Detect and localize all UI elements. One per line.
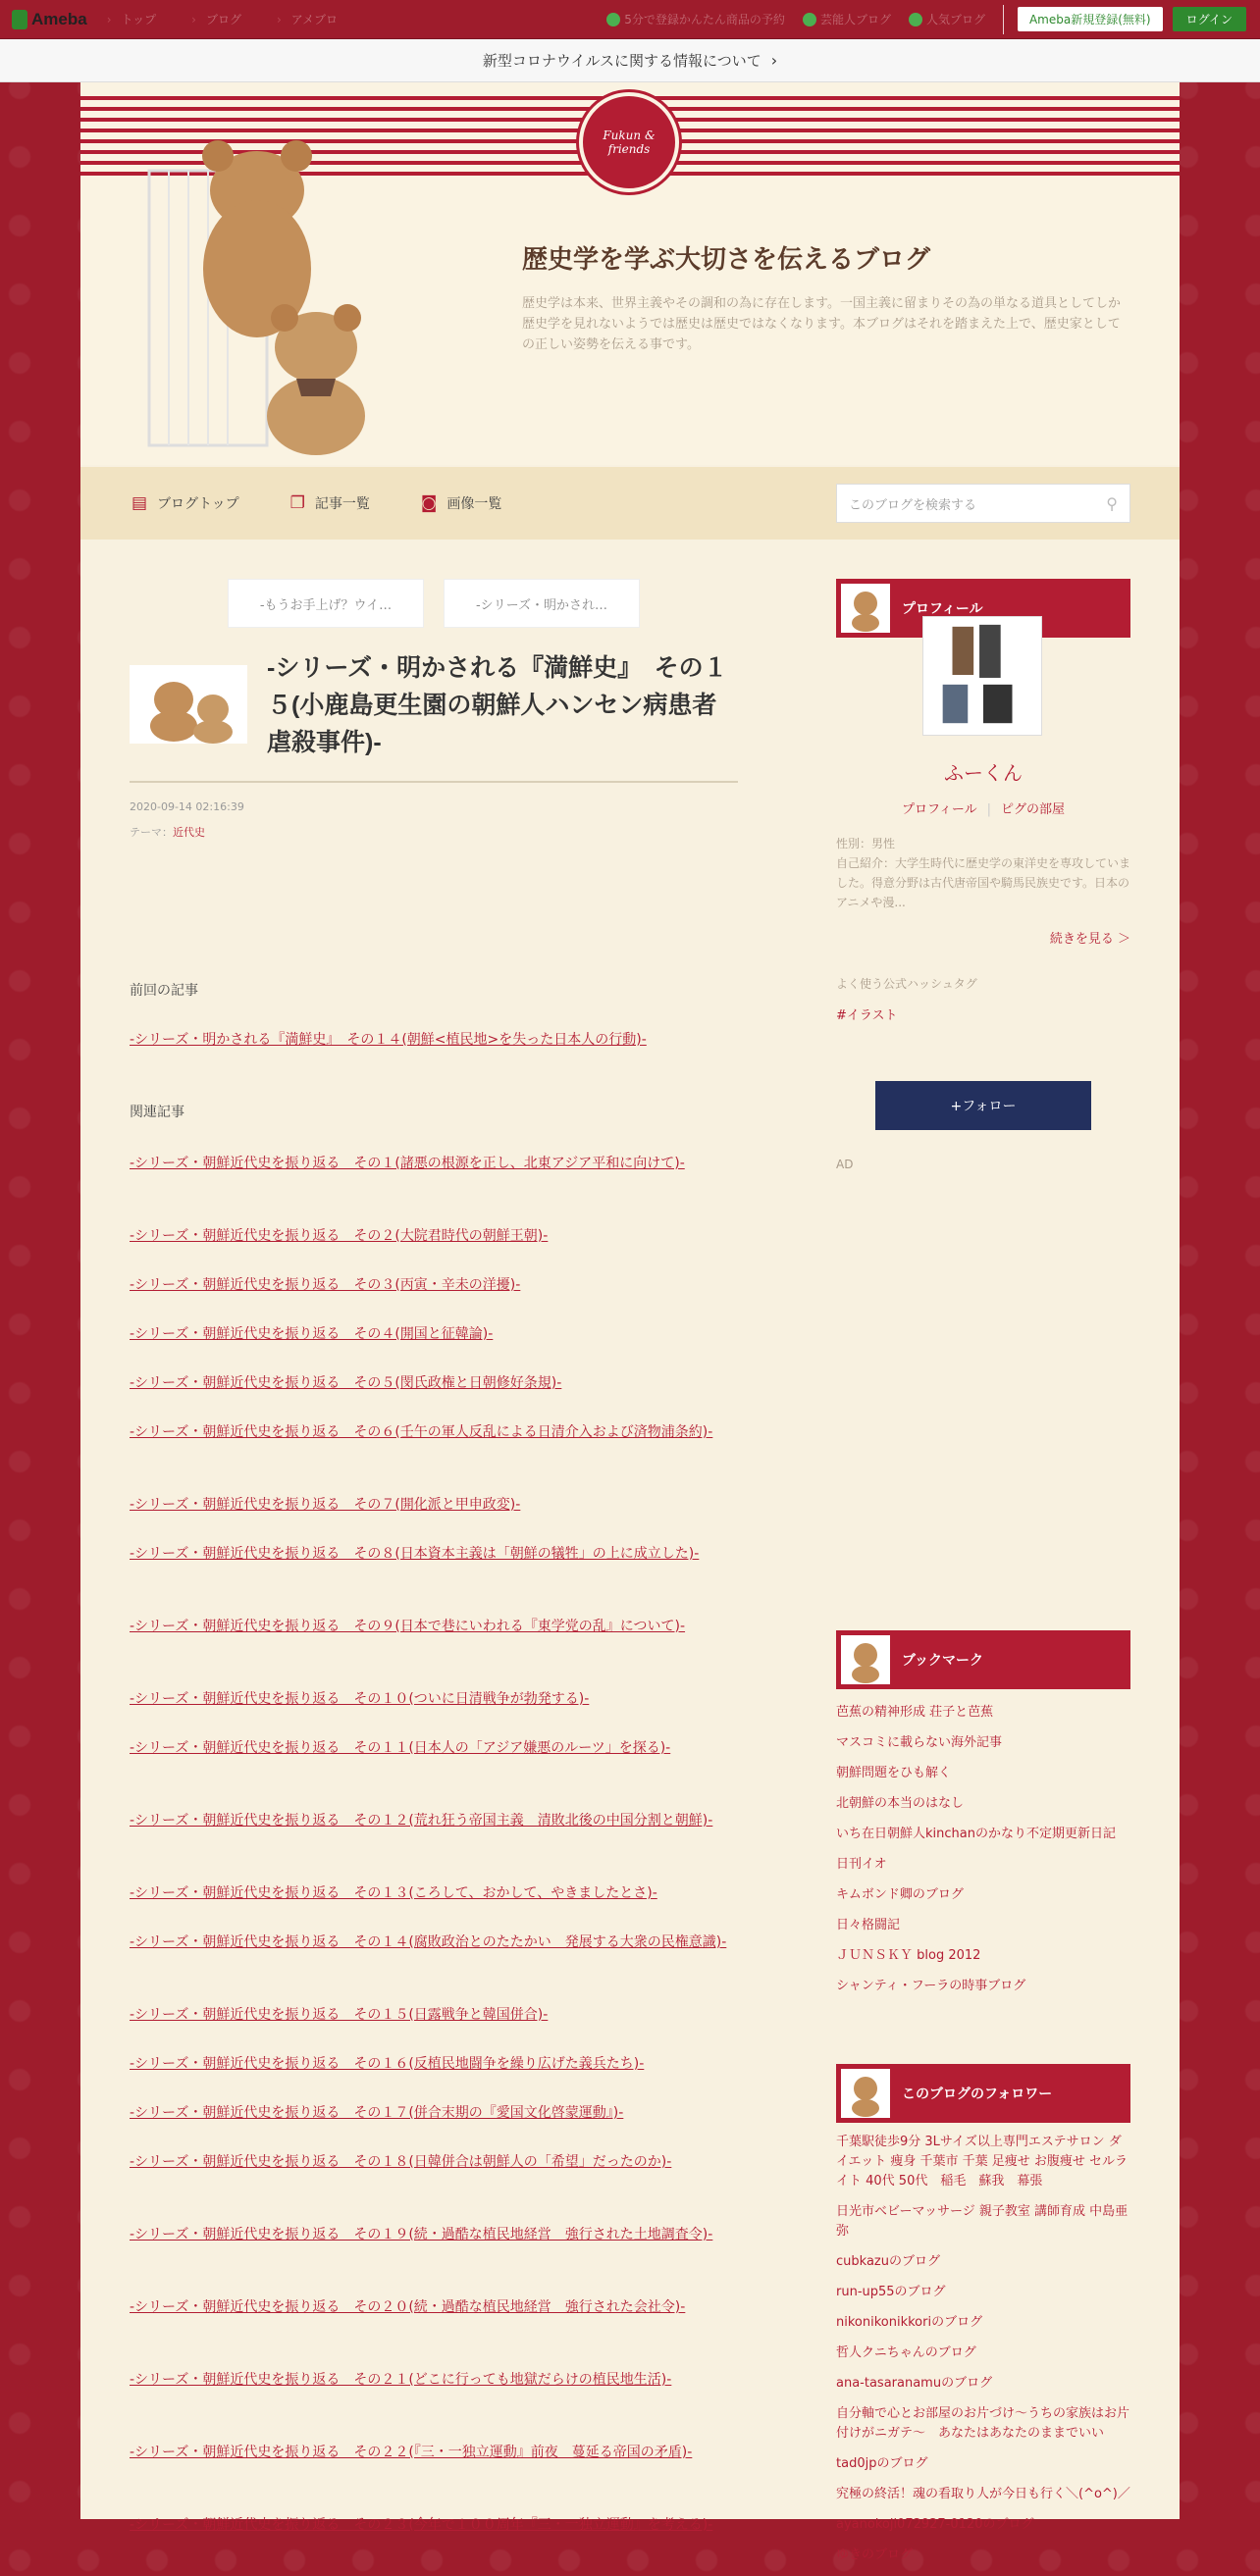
follower-link[interactable]: 究極の終活！魂の看取り人が今日も行く＼(^o^)／ — [836, 2487, 1130, 2501]
blog-search-input[interactable] — [836, 484, 1130, 523]
global-nav — [107, 11, 373, 27]
bookmark-link[interactable]: いち在日朝鮮人kinchanのかなり不定期更新日記 — [836, 1827, 1116, 1841]
bookmark-link[interactable]: シャンティ・フーラの時事ブログ — [836, 1979, 1026, 1993]
related-item — [130, 1152, 738, 1175]
teddy-bears-image — [139, 112, 414, 457]
profile-photo[interactable] — [922, 616, 1042, 736]
divider — [1003, 5, 1004, 34]
related-item — [130, 2368, 738, 2392]
hashtag-link[interactable]: #イラスト — [836, 1008, 898, 1023]
ameba-logo-icon — [12, 10, 27, 29]
related-item — [130, 1881, 738, 1905]
plus-icon — [606, 13, 620, 26]
related-item — [130, 1687, 738, 1711]
prev-article-link[interactable]: -シリーズ・明かされる『満鮮史』 その１４(朝鮮<植民地>を失った日本人の行動)- — [130, 1032, 647, 1048]
follower-link[interactable]: nikonikonikkoriのブログ — [836, 2315, 983, 2330]
follower-link[interactable]: run-up55のブログ — [836, 2285, 946, 2299]
related-article-link[interactable]: -シリーズ・朝鮮近代史を振り返る その２１(どこに行っても地獄だらけの植民地生活)- — [130, 2372, 672, 2388]
article-thumbnail — [130, 665, 247, 744]
related-article-link[interactable]: -シリーズ・朝鮮近代史を振り返る その６(壬午の軍人反乱による日清介入および済物浦条約)- — [130, 1424, 713, 1440]
next-article-button[interactable] — [444, 579, 640, 628]
menu-blog-top[interactable] — [131, 493, 239, 513]
bookmark-header-label: ブックマーク — [902, 1653, 984, 1669]
register-button[interactable]: Ameba新規登録(無料) — [1018, 7, 1163, 31]
follow-button[interactable]: +フォロー — [875, 1081, 1091, 1130]
ad-label: AD — [836, 1158, 854, 1171]
crown-icon — [803, 13, 816, 26]
theme-label: テーマ： — [130, 826, 173, 839]
menu-blog-top-label: ブログトップ — [157, 496, 239, 512]
covid-notice-text: 新型コロナウイルスに関する情報について — [482, 52, 761, 70]
bookmark-link[interactable]: マスコミに載らない海外記事 — [836, 1735, 1003, 1750]
related-article-link[interactable]: -シリーズ・朝鮮近代史を振り返る その１０(ついに日清戦争が勃発する)- — [130, 1691, 590, 1707]
profile-intro — [836, 834, 1130, 912]
next-article-label: -シリーズ・明かされ… — [475, 597, 608, 613]
avatar — [841, 584, 890, 633]
followers-header — [836, 2064, 1130, 2123]
promo-link-label: 5分で登録かんたん商品の予約 — [624, 13, 785, 26]
related-item — [130, 2101, 738, 2125]
hashtag-heading: よく使う公式ハッシュタグ — [836, 977, 977, 991]
profile-links — [836, 799, 1130, 817]
related-item — [130, 2223, 738, 2246]
nav-ameblo[interactable]: › アメブロ — [277, 11, 338, 27]
article-title: -シリーズ・明かされる『満鮮史』 その１５(小鹿島更生園の朝鮮人ハンセン病患者虐殺事件)- — [267, 654, 728, 756]
related-article-link[interactable]: -シリーズ・朝鮮近代史を振り返る その１３(ころして、おかして、やきましたとさ)- — [130, 1885, 657, 1901]
avatar — [841, 1635, 890, 1684]
related-item — [130, 1809, 738, 1832]
login-button[interactable]: ログイン — [1173, 7, 1246, 31]
related-article-link[interactable]: -シリーズ・朝鮮近代史を振り返る その１６(反植民地闘争を繰り広げた義兵たち)- — [130, 2056, 645, 2072]
related-article-link[interactable]: -シリーズ・朝鮮近代史を振り返る その１７(併合末期の『愛国文化啓蒙運動』)- — [130, 2105, 624, 2121]
title-divider — [130, 781, 738, 783]
header-emblem — [579, 92, 679, 192]
follower-link[interactable]: 哲人クニちゃんのブログ — [836, 2345, 976, 2360]
related-article-link[interactable]: -シリーズ・朝鮮近代史を振り返る その１８(日韓併合は朝鮮人の「希望」だったのか)- — [130, 2154, 672, 2170]
article-pager — [228, 579, 659, 628]
ameba-logo[interactable] — [12, 10, 87, 29]
related-article-link[interactable]: -シリーズ・朝鮮近代史を振り返る その５(閔氏政権と日朝修好条規)- — [130, 1375, 562, 1391]
bookmark-link[interactable]: キムボンド卿のブログ — [836, 1887, 964, 1902]
nav-blog[interactable]: › ブログ — [191, 11, 241, 27]
follower-link[interactable]: ayanokoji072927-0120のブログ — [836, 2517, 1034, 2532]
profile-name[interactable]: ふーくん — [944, 761, 1023, 785]
menu-article-list-label: 記事一覧 — [314, 496, 370, 512]
related-item — [130, 1371, 738, 1395]
related-item — [130, 2052, 738, 2076]
document-icon: ▤ — [131, 493, 148, 513]
related-item — [130, 1931, 738, 1954]
related-article-link[interactable]: -シリーズ・朝鮮近代史を振り返る その４(開国と征韓論)- — [130, 1326, 494, 1342]
related-article-link[interactable]: -シリーズ・朝鮮近代史を振り返る その２２(『三・一独立運動』前夜 蔓延る帝国の矛盾)- — [130, 2445, 693, 2460]
celebrity-blog-label: 芸能人ブログ — [819, 13, 891, 26]
followers-header-label: このブログのフォロワー — [902, 2087, 1053, 2102]
follower-link[interactable]: 日光市ベビーマッサージ 親子教室 講師育成 中島亜弥 — [836, 2204, 1129, 2239]
avatar — [841, 2069, 890, 2118]
camera-icon: ◙ — [420, 493, 438, 513]
global-header — [0, 0, 1260, 39]
related-item — [130, 1493, 738, 1517]
blog-header — [80, 82, 1180, 465]
bookmark-link[interactable]: 北朝鮮の本当のはなし — [836, 1796, 965, 1811]
related-item — [130, 2003, 738, 2027]
related-item — [130, 2513, 738, 2537]
star-icon — [909, 13, 922, 26]
read-more-link[interactable]: 続きを見る ＞ — [1049, 932, 1130, 947]
celebrity-blog-link[interactable] — [803, 11, 891, 27]
related-article-link[interactable]: -シリーズ・朝鮮近代史を振り返る その３(丙寅・辛未の洋擾)- — [130, 1277, 521, 1293]
related-item — [130, 1273, 738, 1297]
copy-icon: ❐ — [289, 493, 305, 513]
blog-wrapper — [80, 82, 1180, 2562]
blog-description: 歴史学は本来、世界主義やその調和の為に存在します。一国主義に留まりその為の単なる道具としてしか歴史学を見れないようでは歴史は歴史ではなくなります。本ブログはそれを踏まえた上で、歴史家としての正しい姿勢を伝える事です。 — [522, 296, 1121, 352]
profile-link[interactable]: プロフィール — [901, 802, 977, 817]
follower-link[interactable]: 千葉駅徒歩9分 3Lサイズ以上専門エステサロン ダイエット 痩身 千葉市 千葉 足痩せ お腹痩せ セルライト 40代 50代 稲毛 蘇我 幕張 — [836, 2135, 1129, 2189]
menu-article-list[interactable] — [290, 493, 370, 513]
emblem-text: Fukun & friends — [603, 129, 656, 156]
related-article-link[interactable]: -シリーズ・朝鮮近代史を振り返る その７(開化派と甲申政変)- — [130, 1497, 521, 1513]
related-item — [130, 1615, 738, 1638]
menu-image-list-label: 画像一覧 — [446, 496, 502, 512]
related-item — [130, 1736, 738, 1760]
search-placeholder: このブログを検索する — [849, 497, 977, 513]
follower-link[interactable]: 自分軸で心とお部屋のお片づけ～うちの家族はお片付けがニガテ～ あなたはあなたのままでいい — [836, 2406, 1130, 2441]
article-theme — [130, 824, 205, 840]
follower-list — [836, 2133, 1130, 2576]
related-article-link[interactable]: -シリーズ・朝鮮近代史を振り返る その１２(荒れ狂う帝国主義 清敗北後の中国分割と朝鮮)- — [130, 1813, 713, 1829]
related-article-link[interactable]: -シリーズ・朝鮮近代史を振り返る その２０(続・過酷な植民地経営 強行された会社令)- — [130, 2299, 686, 2315]
related-item — [130, 1224, 738, 1248]
menu-image-list[interactable] — [421, 493, 502, 513]
prev-article-heading: 前回の記事 — [130, 983, 198, 999]
related-item — [130, 1322, 738, 1346]
bookmark-header — [836, 1630, 1130, 1689]
ameba-logo-text: Ameba — [31, 9, 87, 28]
related-article-link[interactable]: -シリーズ・朝鮮近代史を振り返る その８(日本資本主義は「朝鮮の犠牲」の上に成立した)- — [130, 1546, 700, 1562]
theme-link[interactable]: 近代史 — [173, 826, 205, 839]
related-item — [130, 1542, 738, 1566]
follower-link[interactable]: cubkazuのブログ — [836, 2254, 940, 2269]
promo-link[interactable] — [606, 11, 785, 27]
bookmark-link[interactable]: ＪＵＮＳＫＹ blog 2012 — [836, 1948, 981, 1963]
profile-gender: 性別：男性 — [836, 837, 896, 850]
blog-title[interactable]: 歴史学を学ぶ大切さを伝えるブログ — [522, 245, 931, 275]
related-article-link[interactable]: -シリーズ・朝鮮近代史を振り返る その１９(続・過酷な植民地経営 強行された土地調査令)- — [130, 2227, 713, 2242]
related-article-link[interactable]: -シリーズ・朝鮮近代史を振り返る その１４(腐敗政治とのたたかい 発展する大衆の民権意識)- — [130, 1934, 727, 1950]
article-date: 2020-09-14 02:16:39 — [130, 800, 244, 813]
prev-article-button[interactable] — [228, 579, 424, 628]
pigg-room-link[interactable]: ピグの部屋 — [1001, 802, 1066, 817]
related-article-link[interactable]: -シリーズ・朝鮮近代史を振り返る その２(大院君時代の朝鮮王朝)- — [130, 1228, 549, 1244]
profile-self-intro: 自己紹介：大学生時代に歴史学の東洋史を専攻していました。得意分野は古代唐帝国や騎馬民族史です。日本のアニメや漫... — [836, 856, 1131, 909]
bookmark-link[interactable]: 日々格闘記 — [836, 1918, 901, 1932]
chevron-right-icon: › — [770, 51, 778, 70]
profile-header-label: プロフィール — [902, 601, 983, 617]
related-item — [130, 2295, 738, 2319]
follower-link[interactable]: ana-tasaranamuのブログ — [836, 2376, 993, 2391]
bookmark-list — [836, 1703, 1130, 2007]
prev-article-label: -もうお手上げ？ウイ… — [259, 597, 393, 613]
popular-blog-link[interactable] — [909, 11, 985, 27]
bookmark-link[interactable]: 朝鮮問題をひも解く — [836, 1766, 952, 1780]
search-icon[interactable]: ⚲ — [1106, 493, 1118, 513]
covid-notice[interactable] — [0, 39, 1260, 82]
article-header — [130, 649, 738, 761]
bookmark-link[interactable]: 日刊イオ — [836, 1857, 887, 1872]
related-article-link[interactable]: -シリーズ・朝鮮近代史を振り返る その１５(日露戦争と韓国併合)- — [130, 2007, 549, 2023]
related-article-link[interactable]: -シリーズ・朝鮮近代史を振り返る その９(日本で巷にいわれる『東学党の乱』について)- — [130, 1619, 686, 1634]
related-article-link[interactable]: -シリーズ・朝鮮近代史を振り返る その１１(日本人の「アジア嫌悪のルーツ」を探る)- — [130, 1740, 671, 1756]
prev-article-link-wrap — [130, 1028, 738, 1052]
nav-top[interactable]: › トップ — [107, 11, 156, 27]
follower-link[interactable]: tad0jpのブログ — [836, 2456, 928, 2471]
related-heading: 関連記事 — [130, 1105, 184, 1120]
follower-link[interactable]: ゆきのブログ — [836, 2548, 914, 2562]
bookmark-link[interactable]: 芭蕉の精神形成 荘子と芭蕉 — [836, 1705, 994, 1720]
related-item — [130, 2441, 738, 2464]
related-article-link[interactable]: -シリーズ・朝鮮近代史を振り返る その１(諸悪の根源を正し、北東アジア平和に向けて)- — [130, 1156, 685, 1171]
related-item — [130, 2150, 738, 2174]
global-right — [589, 5, 1260, 34]
link-separator: | — [986, 802, 992, 817]
popular-blog-label: 人気ブログ — [925, 13, 985, 26]
blog-menu — [80, 467, 1180, 540]
related-item — [130, 1420, 738, 1444]
related-article-link[interactable]: -シリーズ・朝鮮近代史を振り返る その２３(今年で１００周年『三・一独立運動』を考える)- — [130, 2517, 713, 2533]
